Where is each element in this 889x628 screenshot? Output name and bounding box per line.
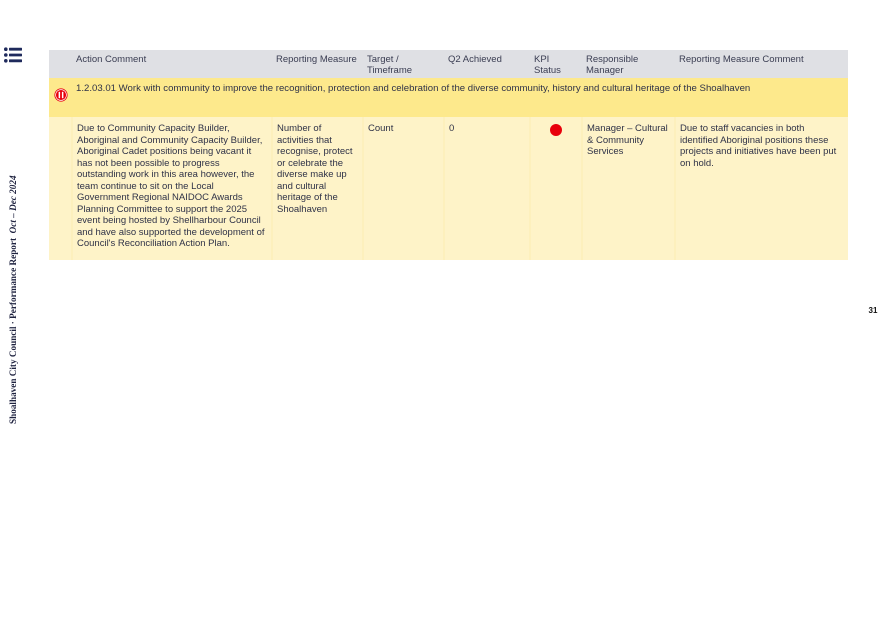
cell-responsible-manager: Manager – Cultural & Community Services: [582, 117, 675, 260]
pause-icon: [54, 88, 68, 102]
list-menu-icon[interactable]: [4, 47, 22, 63]
page-number: 31: [868, 306, 878, 315]
objective-row: [49, 78, 848, 117]
header-measure-comment: Reporting Measure Comment: [675, 50, 848, 78]
header-status: [49, 50, 72, 78]
objective-text: 1.2.03.01 Work with community to improve the recognition, protection and celebration of the diverse community, history and cultural heritage of the Shoalhaven: [72, 78, 848, 117]
detail-spacer-cell: [49, 117, 72, 260]
cell-reporting-measure: Number of activities that recognise, protect or celebrate the diverse make up and cultural heritage of the Shoalhaven: [272, 117, 363, 260]
report-period: Oct – Dec 2024: [8, 175, 18, 234]
objective-status-cell: [49, 78, 72, 117]
header-target-timeframe: Target / Timeframe: [363, 50, 444, 78]
header-reporting-measure: Reporting Measure: [272, 50, 363, 78]
table-header-row: [49, 50, 848, 78]
table-row: [49, 117, 848, 260]
performance-table: [49, 50, 848, 260]
report-side-title: [5, 174, 21, 424]
header-kpi-status: KPI Status: [530, 50, 582, 78]
cell-action-comment: Due to Community Capacity Builder, Aboriginal and Community Capacity Builder, Aboriginal Cadet positions being vacant it has not been possible to progress outstanding work in this area however, the team continue to sit on the Local Government Regional NAIDOC Awards Planning Committee to support the 2025 event being hosted by Shellharbour Council and have also supported the development of Council's Reconciliation Action Plan.: [72, 117, 272, 260]
header-action-comment: Action Comment: [72, 50, 272, 78]
cell-kpi-status: [530, 117, 582, 260]
kpi-status-dot: [550, 124, 562, 136]
report-title: Shoalhaven City Council · Performance Report: [8, 237, 18, 424]
cell-q2-achieved: 0: [444, 117, 530, 260]
header-q2-achieved: Q2 Achieved: [444, 50, 530, 78]
header-responsible-manager: Responsible Manager: [582, 50, 675, 78]
cell-measure-comment: Due to staff vacancies in both identified Aboriginal positions these projects and initiatives have been put on hold.: [675, 117, 848, 260]
cell-target: Count: [363, 117, 444, 260]
